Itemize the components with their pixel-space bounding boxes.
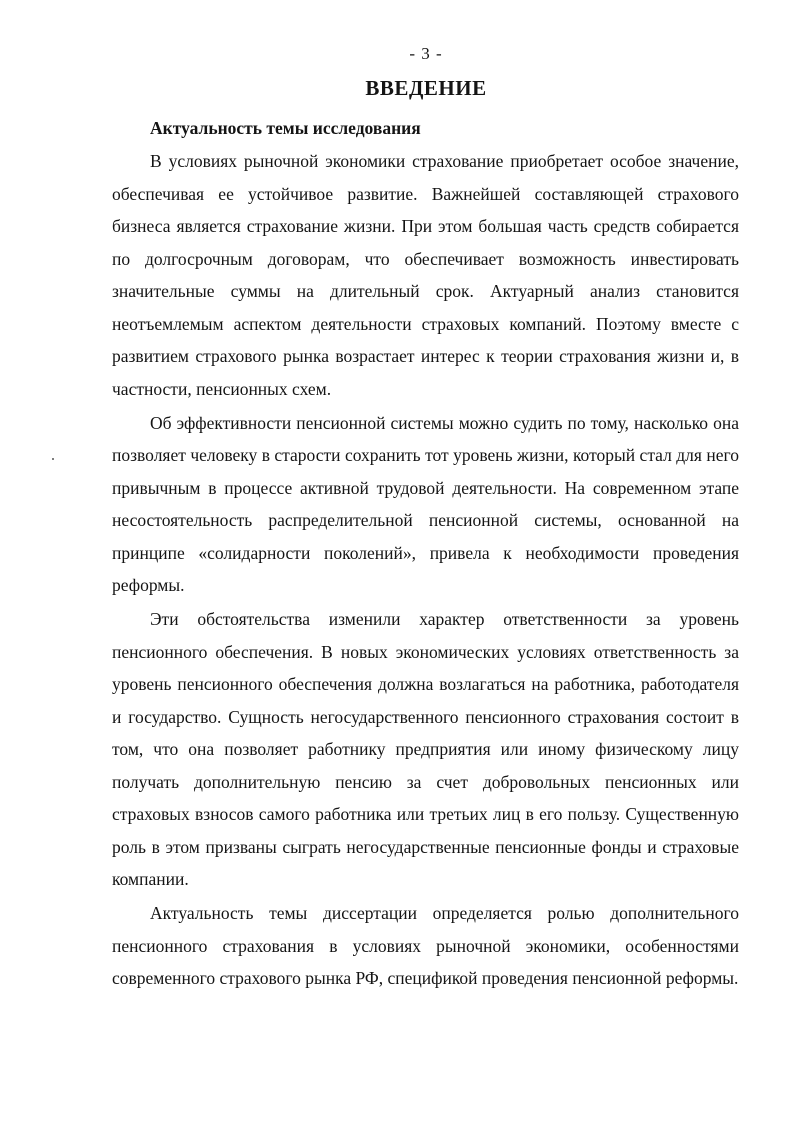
paragraph-4: Актуальность темы диссертации определяется ролью дополнительного пенсионного страхования в условиях рыночной экономики, особенностями современного страхового рынка РФ, спецификой проведения пенсионной реформы.	[112, 903, 739, 988]
paragraph-2: Об эффективности пенсионной системы можно судить по тому, насколько она позволяет человеку в старости сохранить тот уровень жизни, который стал для него привычным в процессе активной трудовой деятельности. На современном этапе несостоятельность распределительной пенсионной системы, основанной на принципе «солидарности поколений», привела к необходимости проведения реформы.	[112, 412, 739, 595]
page-number: - 3 -	[409, 44, 443, 63]
scan-artifact-dot	[52, 458, 54, 460]
paragraph-3: Эти обстоятельства изменили характер ответственности за уровень пенсионного обеспечения. В новых экономических условиях ответственность за уровень пенсионного обеспечения должна возлагаться на работника, работодателя и государство. Сущность негосударственного пенсионного страхования состоит в том, что она позволяет работнику предприятия или иному физическому лицу получать дополнительную пенсию за счет добровольных пенсионных или страховых взносов самого работника или третьих лиц в его пользу. Существенную роль в этом призваны сыграть негосударственные пенсионные фонды и страховые компании.	[112, 609, 739, 889]
section-subheading: Актуальность темы исследования	[150, 118, 421, 138]
page-title: ВВЕДЕНИЕ	[365, 76, 487, 100]
paragraph-1: В условиях рыночной экономики страхование приобретает особое значение, обеспечивая ее устойчивое развитие. Важнейшей составляющей страхового бизнеса является страхование жизни. При этом большая часть средств собирается по долгосрочным договорам, что обеспечивает возможность инвестировать значительные суммы на длительный срок. Актуарный анализ становится неотъемлемым аспектом деятельности страховых компаний. Поэтому вместе с развитием страхового рынка возрастает интерес к теории страхования жизни и, в частности, пенсионных схем.	[112, 151, 739, 399]
body-text	[112, 112, 739, 995]
